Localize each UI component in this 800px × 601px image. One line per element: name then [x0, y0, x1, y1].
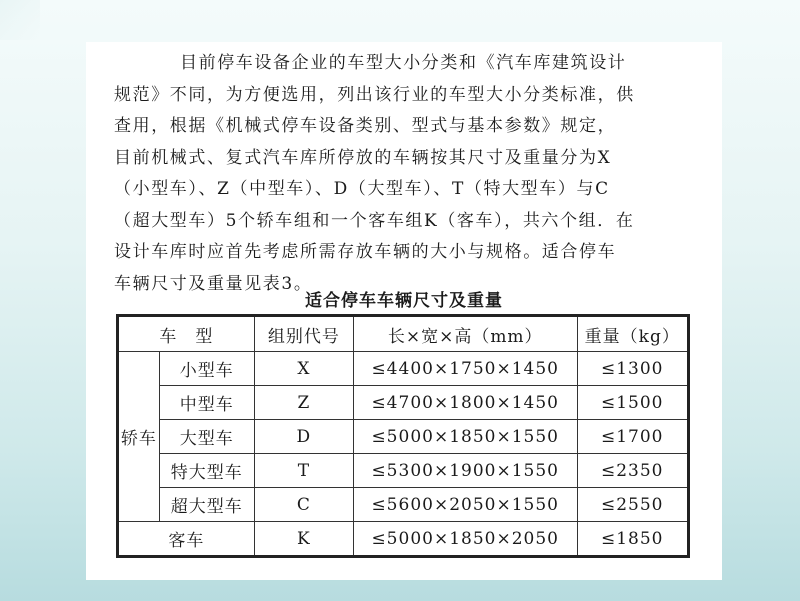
scanned-page [86, 42, 722, 580]
paragraph-line: 查用，根据《机械式停车设备类别、型式与基本参数》规定， [114, 116, 617, 136]
dimensions-cell: ≤5300×1900×1550 [353, 454, 577, 488]
table-row [118, 352, 689, 386]
header-dimensions: 长×宽×高（mm） [353, 316, 577, 352]
table-row [118, 522, 689, 557]
vehicle-type-cell: 中型车 [159, 386, 254, 420]
paragraph-line: （超大型车）5个轿车组和一个客车组K（客车），共六个组．在 [114, 210, 635, 231]
table-row [118, 488, 689, 522]
vehicle-type-cell: 小型车 [159, 352, 254, 386]
table-row [118, 454, 689, 488]
dimensions-cell: ≤5000×1850×1550 [353, 420, 577, 454]
vehicle-spec-table [116, 314, 690, 558]
vehicle-type-cell: 大型车 [159, 420, 254, 454]
paragraph-line: 设计车库时应首先考虑所需存放车辆的大小与规格。适合停车 [114, 242, 617, 262]
header-weight: 重量（kg） [577, 316, 689, 352]
header-vehicle-type: 车 型 [118, 316, 255, 352]
bus-type-cell: 客车 [118, 522, 255, 557]
dimensions-cell: ≤5000×1850×2050 [353, 522, 577, 557]
paragraph-line: 目前机械式、复式汽车库所停放的车辆按其尺寸及重量分为X [114, 147, 612, 168]
sedan-group-label: 轿车 [118, 352, 160, 522]
paragraph-line: 目前停车设备企业的车型大小分类和《汽车库建筑设计 [180, 53, 627, 73]
weight-cell: ≤1300 [577, 352, 689, 386]
weight-cell: ≤2350 [577, 454, 689, 488]
table-row [118, 386, 689, 420]
table-row [118, 420, 689, 454]
group-code-cell: D [254, 420, 353, 454]
paragraph-line: （小型车）、Z（中型车）、D（大型车）、T（特大型车）与C [114, 179, 610, 199]
vehicle-type-cell: 特大型车 [159, 454, 254, 488]
weight-cell: ≤1700 [577, 420, 689, 454]
dimensions-cell: ≤4700×1800×1450 [353, 386, 577, 420]
vehicle-type-cell: 超大型车 [159, 488, 254, 522]
weight-cell: ≤1500 [577, 386, 689, 420]
group-code-cell: C [254, 488, 353, 522]
table-header-row [118, 316, 689, 352]
dimensions-cell: ≤4400×1750×1450 [353, 352, 577, 386]
weight-cell: ≤2550 [577, 488, 689, 522]
weight-cell: ≤1850 [577, 522, 689, 557]
paragraph-line: 规范》不同，为方便选用，列出该行业的车型大小分类标准，供 [114, 84, 635, 105]
dimensions-cell: ≤5600×2050×1550 [353, 488, 577, 522]
table-title: 适合停车车辆尺寸及重量 [305, 291, 503, 311]
slide-background-corner [0, 0, 40, 40]
group-code-cell: X [254, 352, 353, 386]
body-paragraph [114, 48, 704, 300]
header-group-code: 组别代号 [254, 316, 353, 352]
paragraph-line: 车辆尺寸及重量见表3。 [114, 273, 313, 294]
group-code-cell: K [254, 522, 353, 557]
group-code-cell: Z [254, 386, 353, 420]
group-code-cell: T [254, 454, 353, 488]
